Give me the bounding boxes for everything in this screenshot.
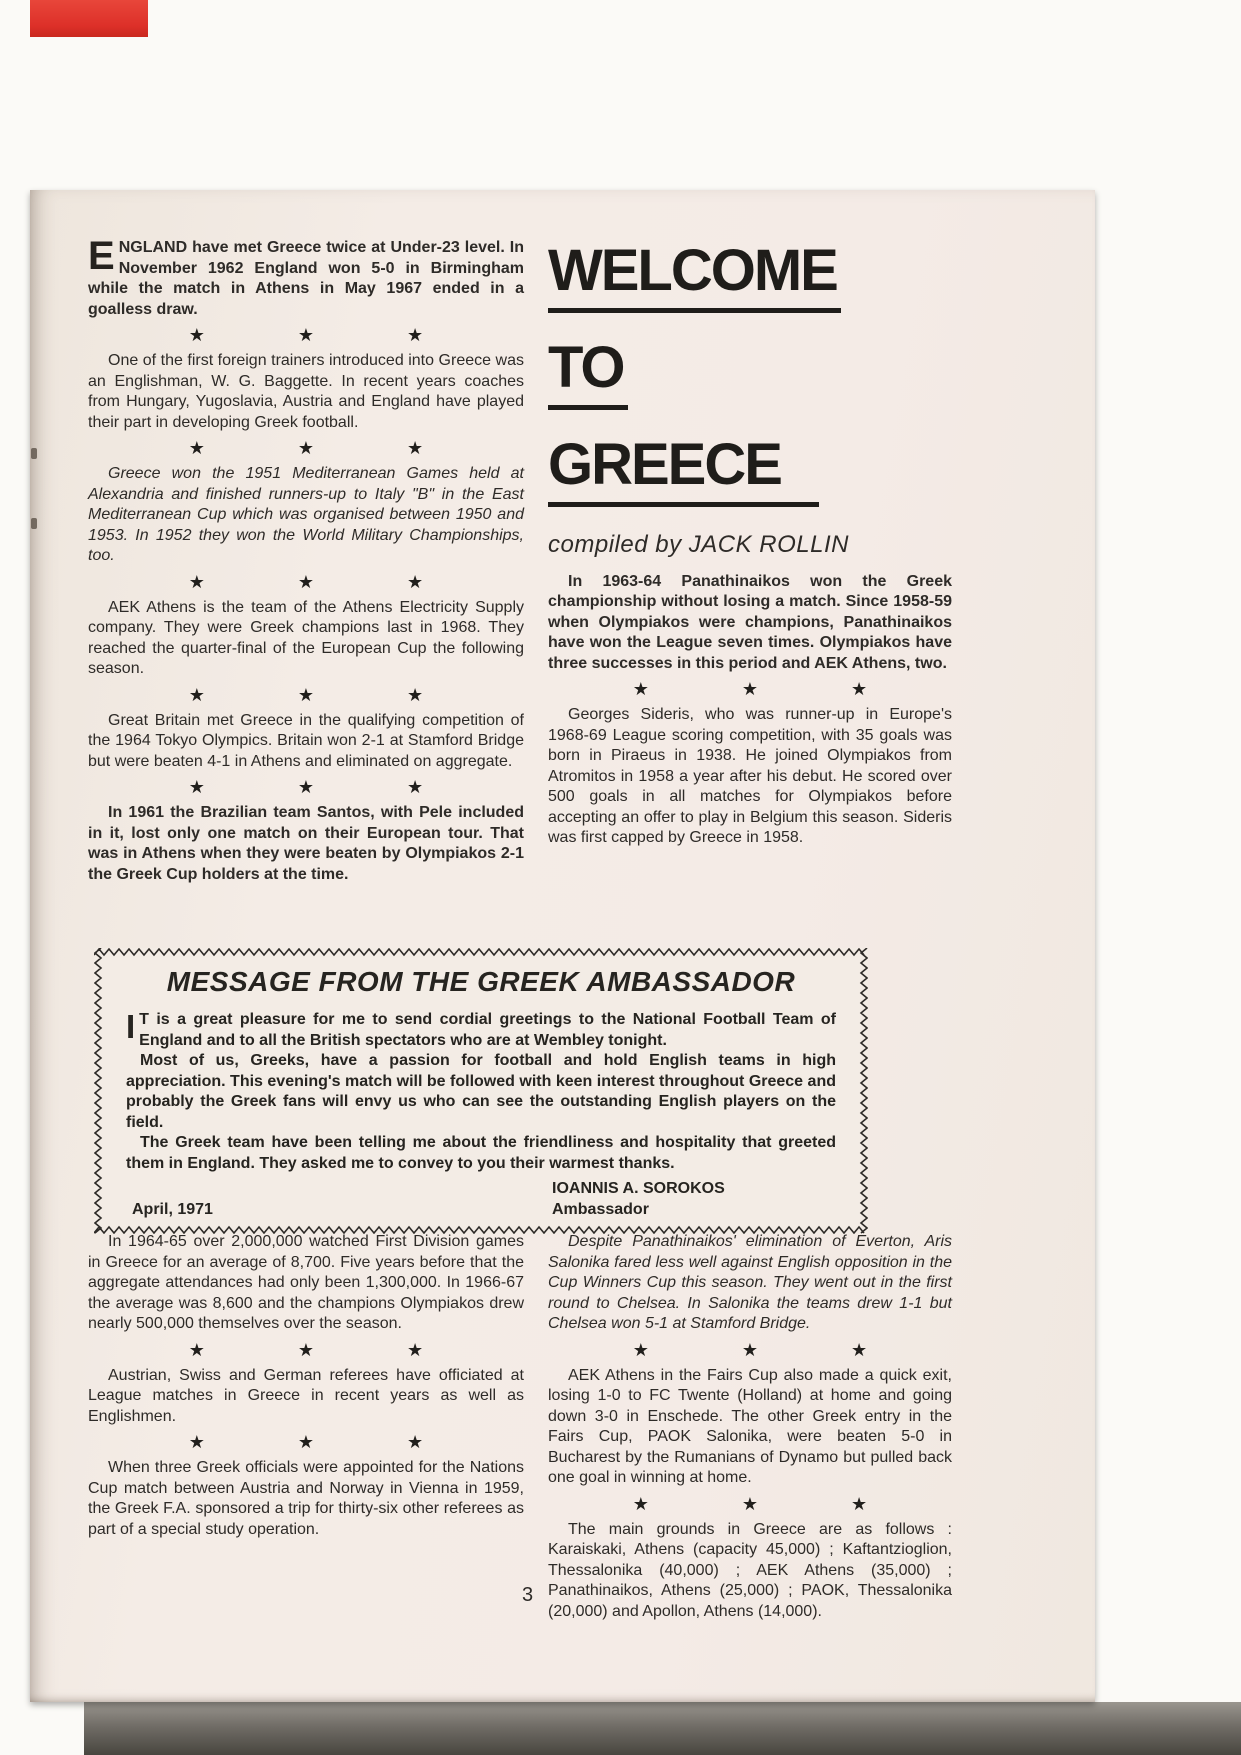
paragraph-foreign-trainers: One of the first foreign trainers introduced into Greece was an Englishman, W. G. Baggette. In recent years coaches from Hungary, Yugoslavia, Austria and England have played their part in developing Greek football. bbox=[88, 352, 524, 431]
star-divider: ★ ★ ★ bbox=[632, 679, 868, 699]
ambassador-box bbox=[94, 948, 868, 1234]
paragraph-panathinaikos-championship: In 1963-64 Panathinaikos won the Greek championship without losing a match. Since 1958-59 when Olympiakos were champions, Panathinaikos have won the League seven times. Olympiakos have three successes in this period and AEK Athens, two. bbox=[548, 572, 952, 672]
ambassador-date: April, 1971 bbox=[132, 1201, 213, 1218]
masthead bbox=[548, 238, 952, 558]
star-divider: ★ ★ ★ bbox=[188, 1432, 424, 1452]
paragraph-georges-sideris: Georges Sideris, who was runner-up in Europe's 1968-69 League scoring competition, with 35 goals was born in Piraeus in 1938. He joined Olympiakos from Atromitos in 1958 a year after his debut. He scored over 500 goals in all matches for Olympiakos before accepting an offer to play in Belgium this season. Sideris was first capped by Greece in 1958. bbox=[548, 706, 952, 846]
ambassador-signature bbox=[126, 1178, 836, 1220]
ambassador-body bbox=[126, 1010, 836, 1220]
cover-red-tab bbox=[30, 0, 148, 37]
star-divider: ★ ★ ★ bbox=[632, 1339, 868, 1360]
paragraph-attendances: In 1964-65 over 2,000,000 watched First Division games in Greece for an average of 8,700. Five years before that the aggregate attendances had only been 1,300,000. In 1966-67 the average was 8,600 and the champions Olympiakos drew nearly 500,000 themselves over the season. bbox=[88, 1233, 524, 1332]
paragraph-text: T is a great pleasure for me to send cordial greetings to the National Football Team of England and to all the British spectators who are at Wembley tonight. bbox=[139, 1011, 836, 1049]
page-number: 3 bbox=[522, 1584, 534, 1606]
star-divider: ★ ★ ★ bbox=[188, 325, 424, 345]
left-column-top bbox=[88, 234, 524, 885]
paragraph-referees: Austrian, Swiss and German referees have officiated at League matches in Greece in recent years as well as Englishmen. bbox=[88, 1366, 524, 1425]
ambassador-signature-name: IOANNIS A. SOROKOS bbox=[552, 1180, 725, 1197]
paragraph-mediterranean-games: Greece won the 1951 Mediterranean Games held at Alexandria and finished runners-up to Italy "B" in the East Mediterranean Cup which was organised between 1950 and 1953. In 1952 they won the World Military Championships, too. bbox=[88, 465, 524, 564]
scan-edge-mark bbox=[31, 518, 37, 529]
ambassador-signature-title: Ambassador bbox=[552, 1201, 649, 1218]
programme-page bbox=[30, 190, 1095, 1702]
paragraph-tokyo-olympics: Great Britain met Greece in the qualifying competition of the 1964 Tokyo Olympics. Britain won 2-1 at Stamford Bridge but were beaten 4-1 in Athens and eliminated on aggregate. bbox=[88, 711, 524, 770]
left-column-bottom bbox=[88, 1232, 524, 1540]
scan-edge-mark bbox=[31, 448, 37, 459]
table-surface bbox=[84, 1702, 1241, 1755]
star-divider: ★ ★ ★ bbox=[188, 777, 424, 797]
ambassador-paragraph-passion: Most of us, Greeks, have a passion for football and hold English teams in high appreciation. This evening's match will be followed with keen interest throughout Greece and probably the Greek fans will envy us who can see the outstanding English players on the field. bbox=[126, 1052, 836, 1131]
right-column-bottom bbox=[548, 1232, 952, 1622]
masthead-line-greece: GREECE bbox=[548, 436, 819, 507]
paragraph-santos-pele: In 1961 the Brazilian team Santos, with Pele included in it, lost only one match on their European tour. That was in Athens when they were beaten by Olympiakos 2-1 the Greek Cup holders at the time. bbox=[88, 804, 524, 883]
star-divider: ★ ★ ★ bbox=[188, 438, 424, 458]
paragraph-aris-salonika: Despite Panathinaikos' elimination of Everton, Aris Salonika fared less well against English opposition in the Cup Winners Cup this season. They went out in the first round to Chelsea. In Salonika the teams drew 1-1 but Chelsea won 5-1 at Stamford Bridge. bbox=[548, 1233, 952, 1332]
dropcap-i: I bbox=[126, 1008, 136, 1045]
right-column-top bbox=[548, 238, 952, 849]
ambassador-title: MESSAGE FROM THE GREEK AMBASSADOR bbox=[166, 966, 796, 997]
star-divider: ★ ★ ★ bbox=[632, 1493, 868, 1514]
star-divider: ★ ★ ★ bbox=[188, 684, 424, 705]
paragraph-aek-electricity: AEK Athens is the team of the Athens Electricity Supply company. They were Greek champions last in 1968. They reached the quarter-final of the European Cup the following season. bbox=[88, 598, 524, 677]
paragraph-fairs-cup: AEK Athens in the Fairs Cup also made a quick exit, losing 1-0 to FC Twente (Holland) at home and going down 3-0 in Enschede. The other Greek entry in the Fairs Cup, PAOK Salonika, were beaten 5-0 in Bucharest by the Rumanians of Dynamo but pulled back one goal in winning at home. bbox=[548, 1366, 952, 1486]
paragraph-main-grounds: The main grounds in Greece are as follows : Karaiskaki, Athens (capacity 45,000) ; Kaftantzioglion, Thessalonika (40,000) ; AEK Athens (35,000) ; Panathinaikos, Athens (25,000) ; PAOK, Thessalonika (20,000) and Apollon, Athens (14,000). bbox=[548, 1520, 952, 1620]
star-divider: ★ ★ ★ bbox=[188, 571, 424, 592]
dropcap-e: E bbox=[88, 234, 115, 278]
paragraph-nations-cup-officials: When three Greek officials were appointed for the Nations Cup match between Austria and Norway in Vienna in 1959, the Greek F.A. sponsored a trip for thirty-six other referees as part of a special study operation. bbox=[88, 1459, 524, 1538]
ambassador-paragraph-thanks: The Greek team have been telling me about the friendliness and hospitality that greeted them in England. They asked me to convey to you their warmest thanks. bbox=[126, 1134, 836, 1172]
star-divider: ★ ★ ★ bbox=[188, 1339, 424, 1360]
masthead-byline: compiled by JACK ROLLIN bbox=[548, 531, 849, 558]
paragraph-text: NGLAND have met Greece twice at Under-23 level. In November 1962 England won 5-0 in Birmingham while the match in Athens in May 1967 ended in a goalless draw. bbox=[88, 239, 524, 318]
masthead-line-to: TO bbox=[548, 339, 628, 410]
paragraph-england-u23 bbox=[88, 234, 524, 320]
masthead-line-welcome: WELCOME bbox=[548, 242, 841, 313]
ambassador-paragraph-greetings bbox=[126, 1010, 836, 1051]
